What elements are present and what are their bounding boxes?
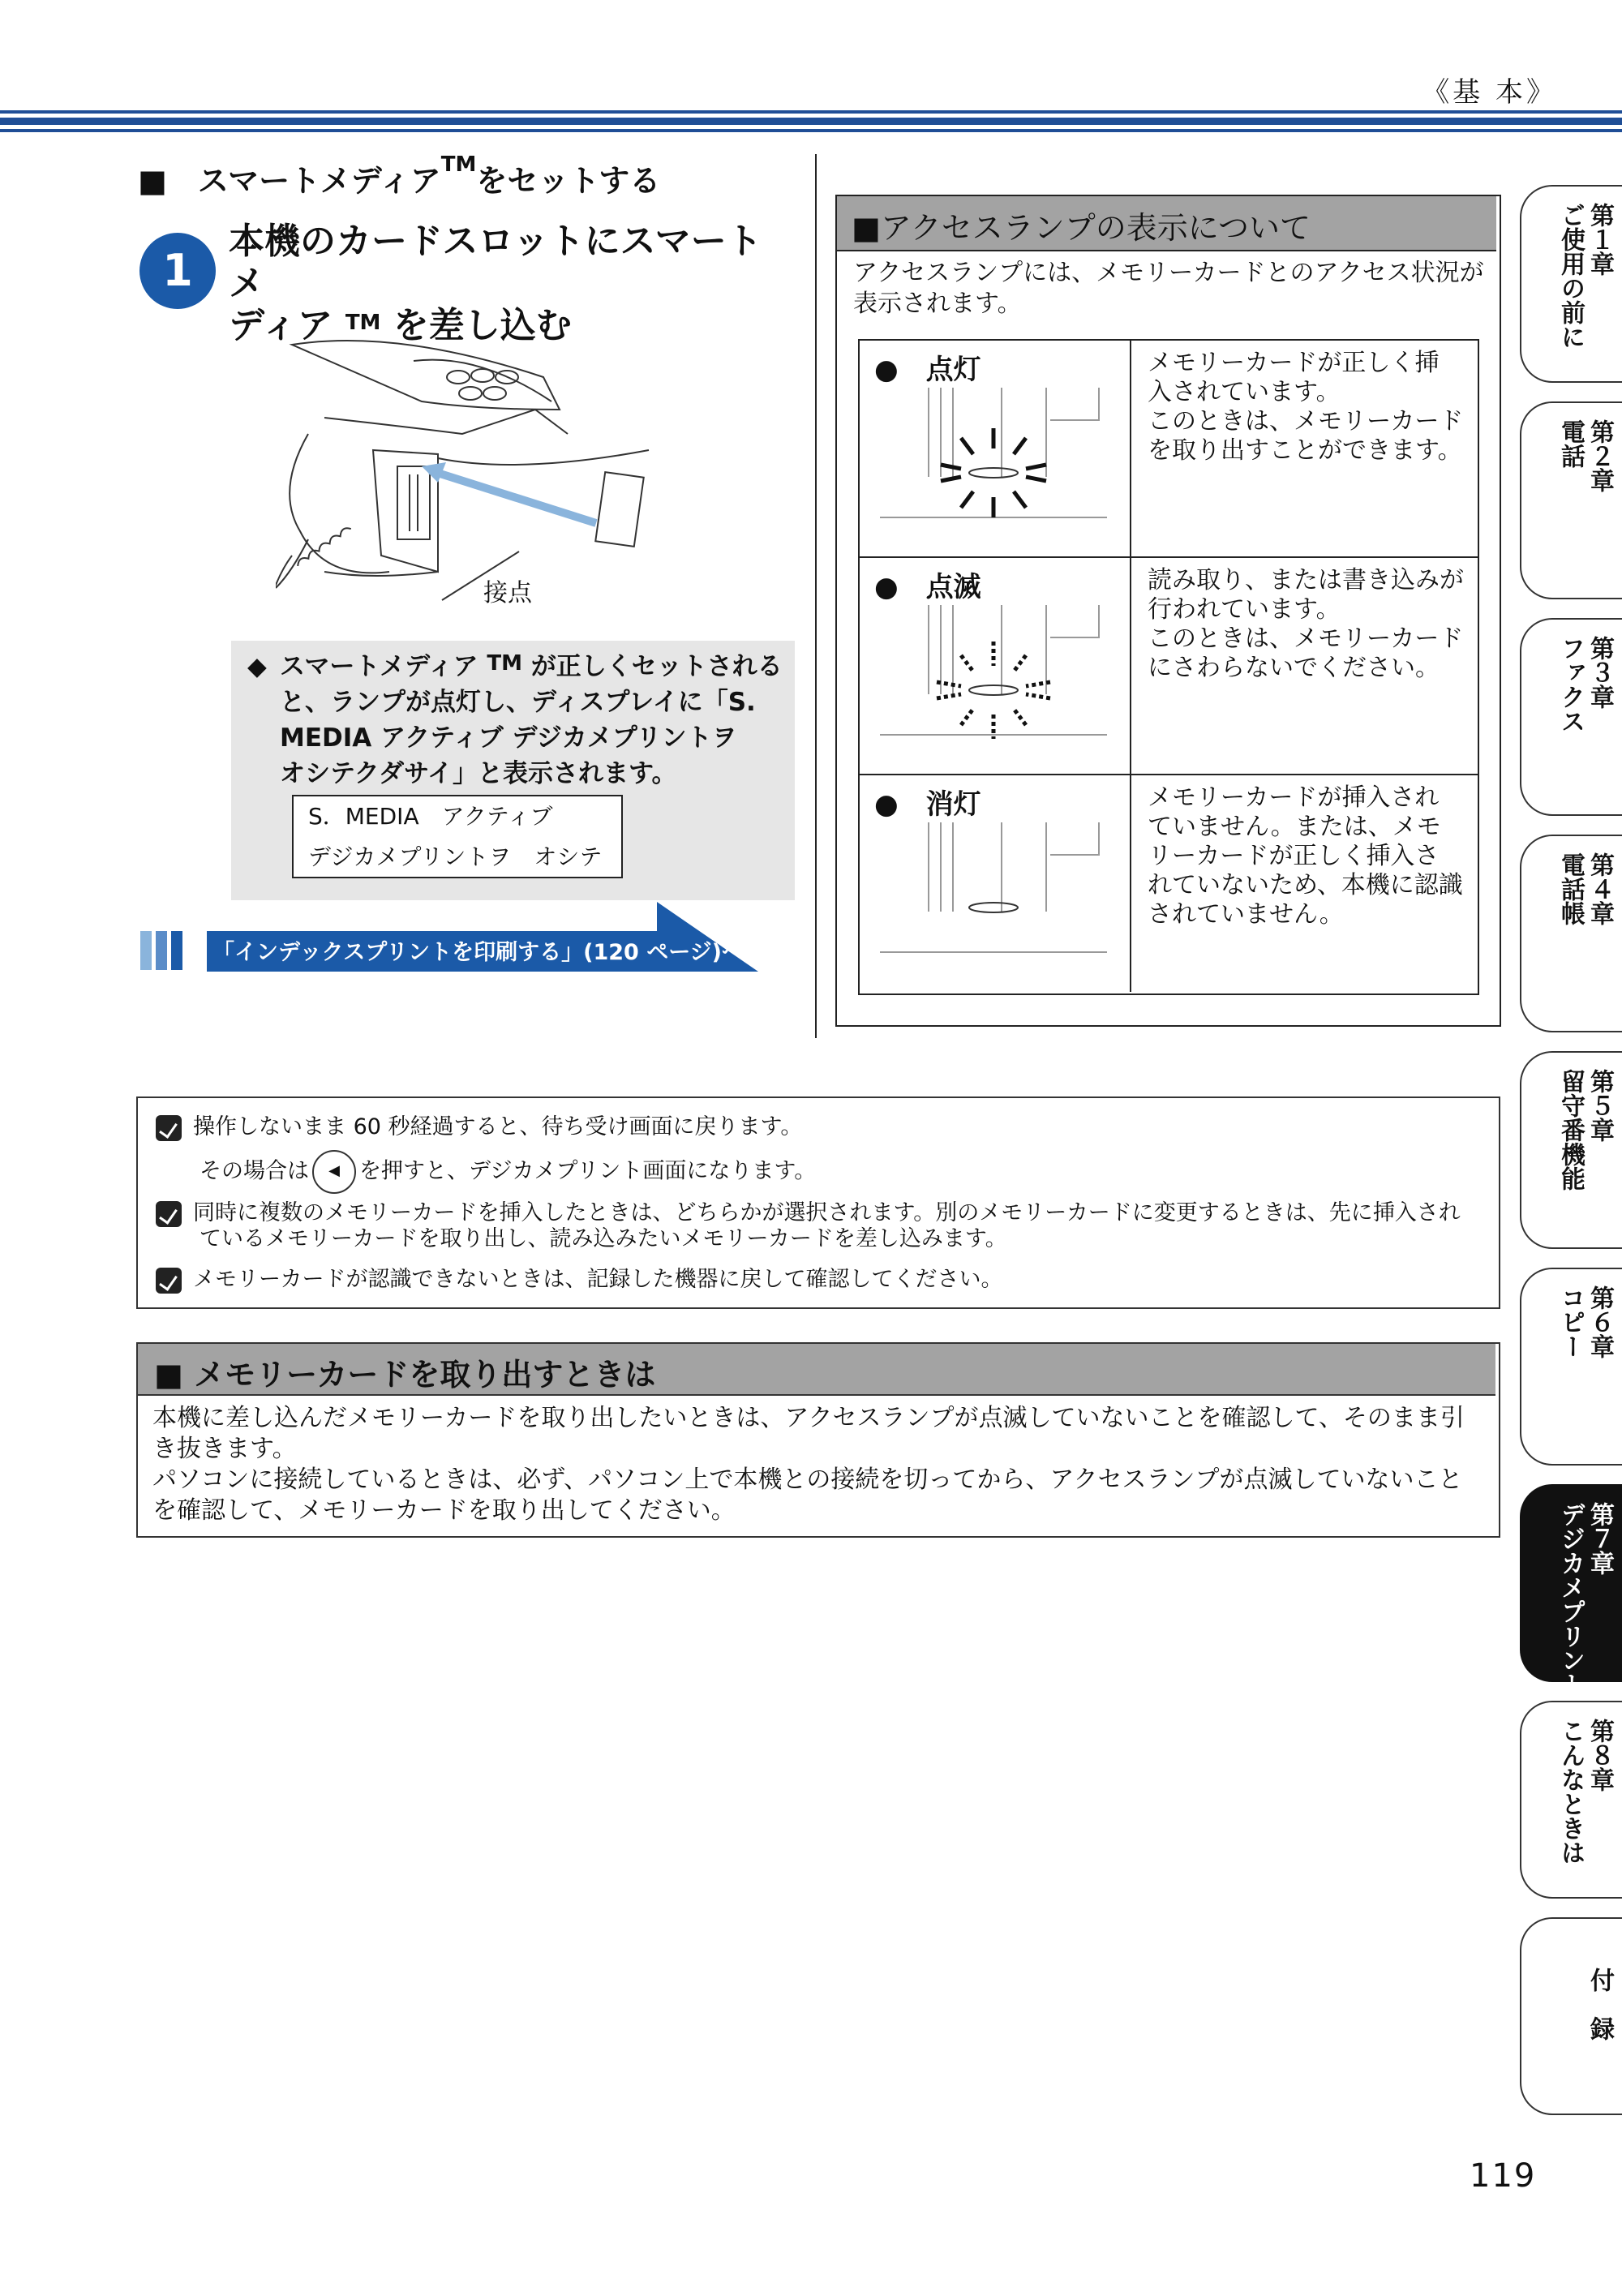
step-number-badge: 1 <box>139 233 216 309</box>
access-lamp-intro: アクセスランプには、メモリーカードとのアクセス状況が 表示されます。 <box>853 259 1484 318</box>
tab-chapter-5[interactable]: 第５章 留守番機能 <box>1520 1051 1622 1249</box>
diamond-bullet-icon: ◆ <box>247 652 267 681</box>
circle-bullet-icon: ● <box>874 354 926 386</box>
column-divider <box>815 154 817 1038</box>
tip-multiple-cards: 同時に複数のメモリーカードを挿入したときは、どちらかが選択されます。別のメモリーカードに変更するときは、先に挿入され <box>156 1200 1486 1227</box>
page-number: 119 <box>1470 2157 1537 2195</box>
square-bullet-icon: ■ <box>154 1357 195 1393</box>
state-blink-desc: 読み取り、または書き込みが 行われています。 このときは、メモリーカード にさわらないでください。 <box>1148 566 1464 682</box>
table-column-divider <box>1130 339 1131 992</box>
reference-marker <box>140 931 187 970</box>
memo-icon <box>156 1115 182 1141</box>
access-lamp-title: ■アクセスランプの表示について <box>852 210 1311 246</box>
circle-bullet-icon: ● <box>874 788 926 821</box>
state-off-desc: メモリーカードが挿入され ていません。または、メモ リーカードが正しく挿入さ れていないため、本機に認識 されていません。 <box>1148 783 1463 929</box>
lamp-blink-icon <box>880 605 1115 767</box>
tab-chapter-1[interactable]: 第１章 ご使用の前に <box>1520 185 1622 383</box>
table-row-divider <box>858 774 1479 775</box>
memo-icon <box>156 1268 182 1294</box>
section-title: ■ スマートメディア™をセットする <box>138 152 661 199</box>
tab-chapter-6[interactable]: 第６章 コピー <box>1520 1268 1622 1466</box>
note-text: ◆ スマートメディア ™ が正しくセットされる と、ランプが点灯し、ディスプレイに「S. MEDIA アクティブ デジカメプリントヲ オシテクダサイ」と表示されます。 <box>247 649 787 792</box>
remove-title: ■ メモリーカードを取り出すときは <box>154 1357 656 1393</box>
tip-unrecognized: メモリーカードが認識できないときは、記録した機器に戻して確認してください。 <box>156 1267 1486 1294</box>
square-bullet-icon: ■ <box>138 163 198 199</box>
circle-bullet-icon: ● <box>874 571 926 603</box>
remove-body: 本機に差し込んだメモリーカードを取り出したいときは、アクセスランプが点滅していないことを確認して、そのまま引 き抜きます。 パソコンに接続しているときは、必ず、パソコン上で本機との接続を切ってから、アクセスランプが点滅していないこと を確認して、メモリーカードを取り出してください。 <box>152 1404 1465 1525</box>
tip-timeout: 操作しないまま 60 秒経過すると、待ち受け画面に戻ります。 <box>156 1114 1486 1141</box>
tab-chapter-2[interactable]: 第２章 電話 <box>1520 401 1622 599</box>
lamp-off-icon <box>880 822 1115 985</box>
reference-link[interactable]: 「インデックスプリントを印刷する」(120 ページ)へ <box>212 940 744 965</box>
step-instruction: 本機のカードスロットにスマートメ ディア ™ を差し込む <box>229 221 762 346</box>
tab-chapter-4[interactable]: 第４章 電話帳 <box>1520 835 1622 1032</box>
state-on-desc: メモリーカードが正しく挿 入されています。 このときは、メモリーカード を取り出すことができます。 <box>1148 349 1464 465</box>
tip-multiple-cards-cont: ているメモリーカードを取り出し、読み込みたいメモリーカードを差し込みます。 <box>200 1226 1007 1251</box>
state-on-label: ● 点灯 <box>874 354 981 386</box>
left-arrow-button-icon: ◀ <box>312 1150 356 1194</box>
tab-chapter-7[interactable]: 第７章 デジカメプリント <box>1520 1484 1622 1682</box>
contact-label: 接点 <box>483 579 532 607</box>
header-label: 《基 本》 <box>1422 76 1557 109</box>
header-rule <box>0 110 1622 136</box>
table-row-divider <box>858 556 1479 558</box>
lamp-on-icon <box>880 388 1115 550</box>
tip-timeout-button: その場合は ◀ を押すと、デジカメプリント画面になります。 <box>200 1150 1530 1194</box>
square-bullet-icon: ■ <box>852 210 881 246</box>
state-blink-label: ● 点滅 <box>874 571 981 603</box>
card-insert-illustration <box>276 328 673 633</box>
state-off-label: ● 消灯 <box>874 788 981 821</box>
memo-icon <box>156 1201 182 1227</box>
tab-chapter-3[interactable]: 第３章 ファクス <box>1520 618 1622 816</box>
tab-appendix[interactable]: 付 録 <box>1520 1917 1622 2115</box>
tab-chapter-8[interactable]: 第８章 こんなときは <box>1520 1701 1622 1899</box>
lcd-display: S．MEDIA アクティブ デジカメプリントヲ オシテ <box>292 795 623 878</box>
